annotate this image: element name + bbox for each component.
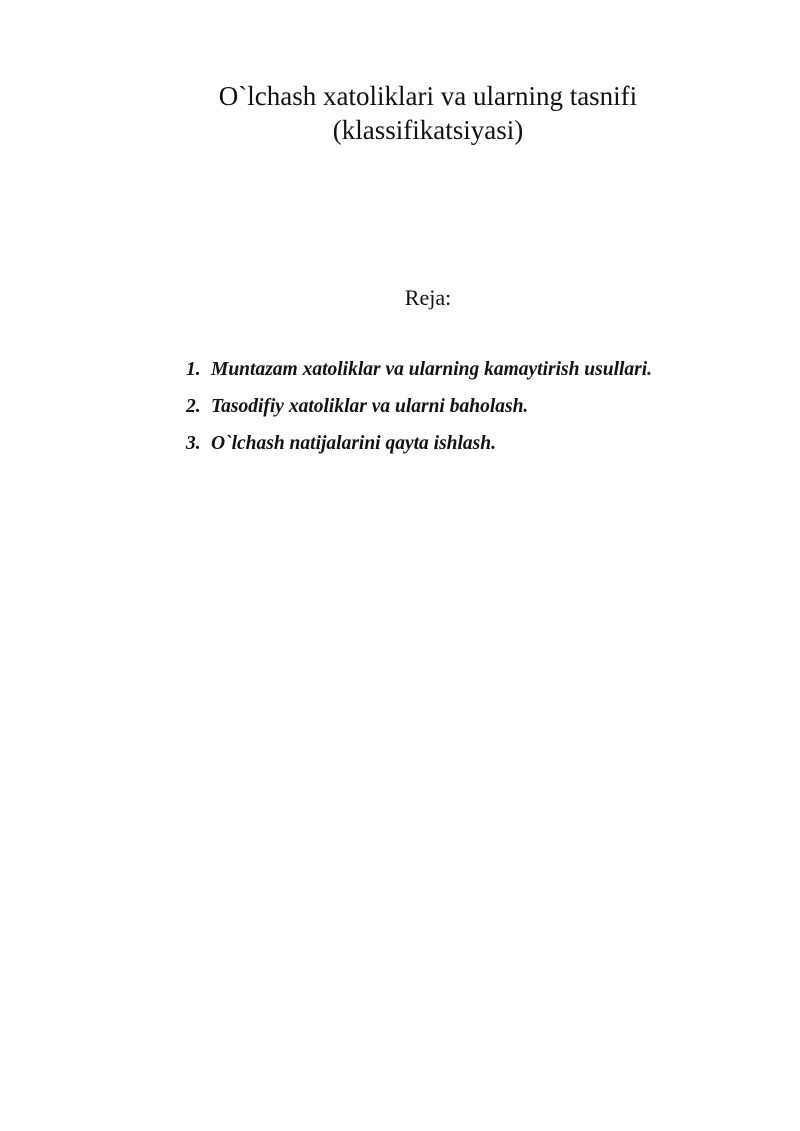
document-title-line-2: (klassifikatsiyasi) [332,115,524,145]
plan-item [186,393,652,430]
plan-list [186,356,652,467]
plan-item [186,356,652,393]
document-title-line-1: O`lchash xatoliklari va ularning tasnifi [218,81,638,111]
plan-item-text: Muntazam xatoliklar va ularning kamaytirish usullari. [211,359,653,380]
plan-item [186,430,652,467]
plan-item-number: 2. [186,396,201,417]
plan-heading: Reja: [404,285,452,310]
plan-item-text: O`lchash natijalarini qayta ishlash. [211,433,496,454]
plan-item-text: Tasodifiy xatoliklar va ularni baholash. [211,396,529,417]
plan-item-number: 1. [186,359,201,380]
plan-item-number: 3. [186,433,201,454]
